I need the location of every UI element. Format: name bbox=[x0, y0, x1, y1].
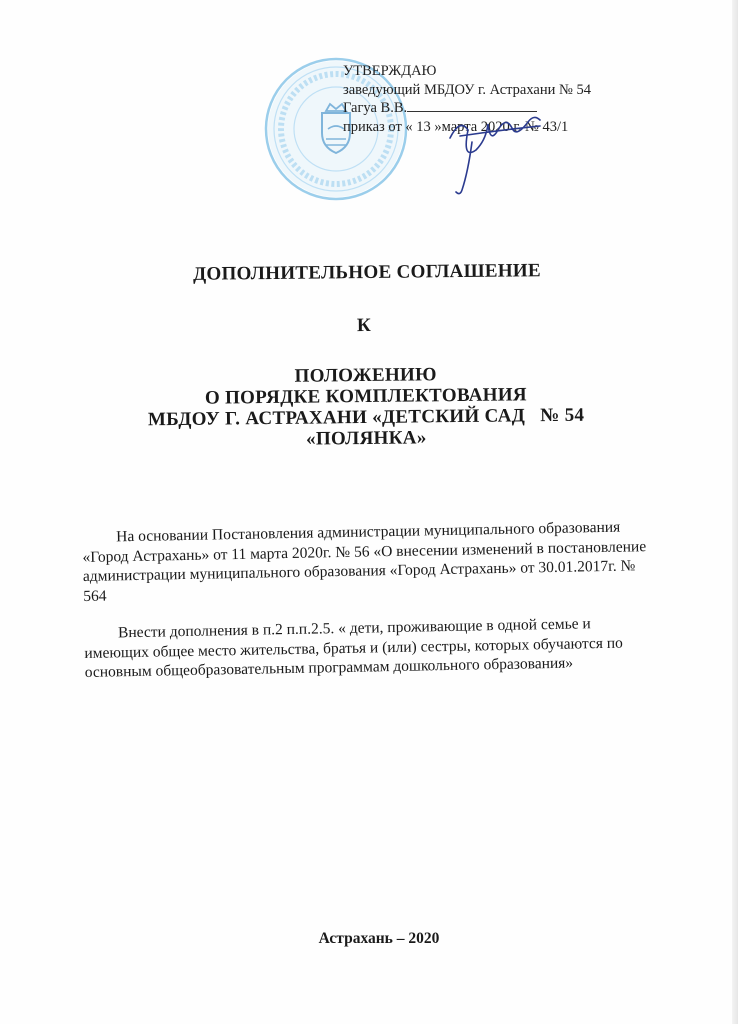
document-title: ДОПОЛНИТЕЛЬНОЕ СОГЛАШЕНИЕ bbox=[192, 260, 542, 285]
document-body bbox=[82, 517, 653, 682]
title-preposition: К bbox=[356, 314, 372, 337]
approval-order: приказ от « 13 »марта 2020 г. № 43/1 bbox=[343, 118, 569, 135]
subtitle-line-4: «ПОЛЯНКА» bbox=[305, 427, 427, 450]
body-paragraph-amendment: Внести дополнения в п.2 п.п.2.5. « дети, проживающие в одной семье и имеющих общее место жительства, братья и (или) сестры, которых обучаются по основным общеобразовательным программам дошкольного образования» bbox=[84, 615, 623, 681]
handwritten-signature bbox=[420, 98, 570, 208]
subtitle-line-1: ПОЛОЖЕНИЮ bbox=[294, 364, 437, 387]
subtitle-line-3: МБДОУ Г. АСТРАХАНИ «ДЕТСКИЙ САД № 54 bbox=[147, 404, 585, 431]
approval-heading: УТВЕРЖДАЮ bbox=[343, 63, 437, 79]
approval-signer-name: Гагуа В.В. bbox=[343, 100, 408, 116]
document-subtitle bbox=[0, 361, 735, 453]
approval-position: заведующий МБДОУ г. Астрахани № 54 bbox=[343, 81, 591, 98]
body-paragraph-basis: На основании Постановления администрации муниципального образования «Город Астрахань» от 11 марта 2020г. № 56 «О внесении изменений в постановление администрации муниципального образования «Город Астрахань» от 30.01.2017г. № 564 bbox=[82, 518, 647, 605]
place-and-year: Астрахань – 2020 bbox=[318, 930, 440, 947]
subtitle-line-2: О ПОРЯДКЕ КОМПЛЕКТОВАНИЯ bbox=[204, 384, 528, 409]
